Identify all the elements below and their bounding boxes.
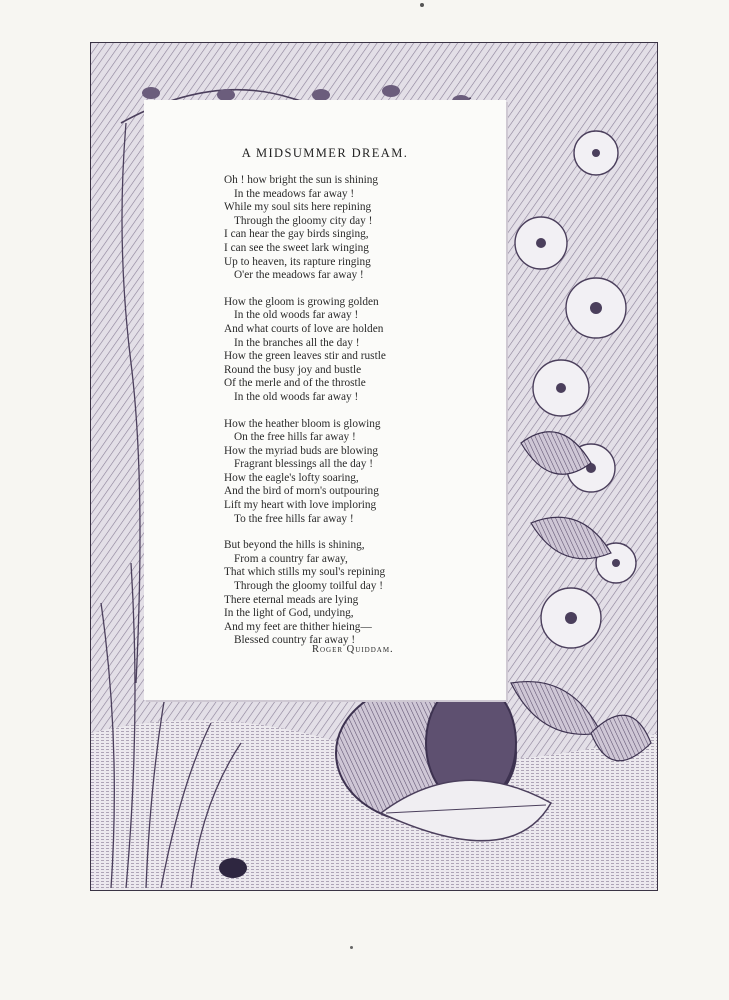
poem-author: Roger Quiddam. xyxy=(312,644,394,655)
poem-line: In the branches all the day ! xyxy=(234,336,360,349)
poem-line: How the eagle's lofty soaring, xyxy=(224,471,359,484)
poem-line: How the heather bloom is glowing xyxy=(224,417,381,430)
poem-line: To the free hills far away ! xyxy=(234,512,354,525)
poem-line: Fragrant blessings all the day ! xyxy=(234,458,373,471)
stanza-4 xyxy=(224,539,506,648)
poem-line: And what courts of love are holden xyxy=(224,322,384,335)
poem-line: Round the busy joy and bustle xyxy=(224,363,362,376)
poem-line: In the light of God, undying, xyxy=(224,607,354,620)
poem-line: How the green leaves stir and rustle xyxy=(224,350,386,363)
poem-line: That which stills my soul's repining xyxy=(224,566,386,579)
poem-card xyxy=(144,100,506,700)
poem-line: But beyond the hills is shining, xyxy=(224,539,365,552)
stray-ink-dot xyxy=(350,946,353,949)
beetle xyxy=(219,858,247,878)
poem-line: O'er the meadows far away ! xyxy=(234,269,364,282)
stanza-2 xyxy=(224,296,506,405)
poem-line: In the old woods far away ! xyxy=(234,309,359,322)
stanza-1 xyxy=(224,174,506,283)
poem-line: Oh ! how bright the sun is shining xyxy=(224,174,379,186)
poem-line: Through the gloomy toilful day ! xyxy=(234,580,384,593)
poem-line: While my soul sits here repining xyxy=(224,201,372,214)
poem-line: Up to heaven, its rapture ringing xyxy=(224,255,371,268)
page-corner-mark xyxy=(420,3,424,7)
poem-line: I can hear the gay birds singing, xyxy=(224,228,369,241)
poem-line: Lift my heart with love imploring xyxy=(224,499,377,512)
poem-line: In the meadows far away ! xyxy=(234,187,355,200)
poem-line: Blessed country far away ! xyxy=(234,634,356,647)
poem-line: I can see the sweet lark winging xyxy=(224,241,369,254)
poem-line: From a country far away, xyxy=(234,552,348,565)
poem-line: How the myriad buds are blowing xyxy=(224,444,379,457)
poem-line: And the bird of morn's outpouring xyxy=(224,485,379,498)
poem-line: There eternal meads are lying xyxy=(224,593,359,606)
stanza-3 xyxy=(224,418,506,527)
poem-title: A MIDSUMMER DREAM. xyxy=(241,146,409,160)
poem-line: Through the gloomy city day ! xyxy=(234,214,373,227)
poem-line: Of the merle and of the throstle xyxy=(224,377,366,390)
poem-line: How the gloom is growing golden xyxy=(224,295,379,308)
poem-line: And my feet are thither hieing— xyxy=(224,620,372,633)
poem-line: In the old woods far away ! xyxy=(234,390,359,403)
poem-line: On the free hills far away ! xyxy=(234,431,356,444)
